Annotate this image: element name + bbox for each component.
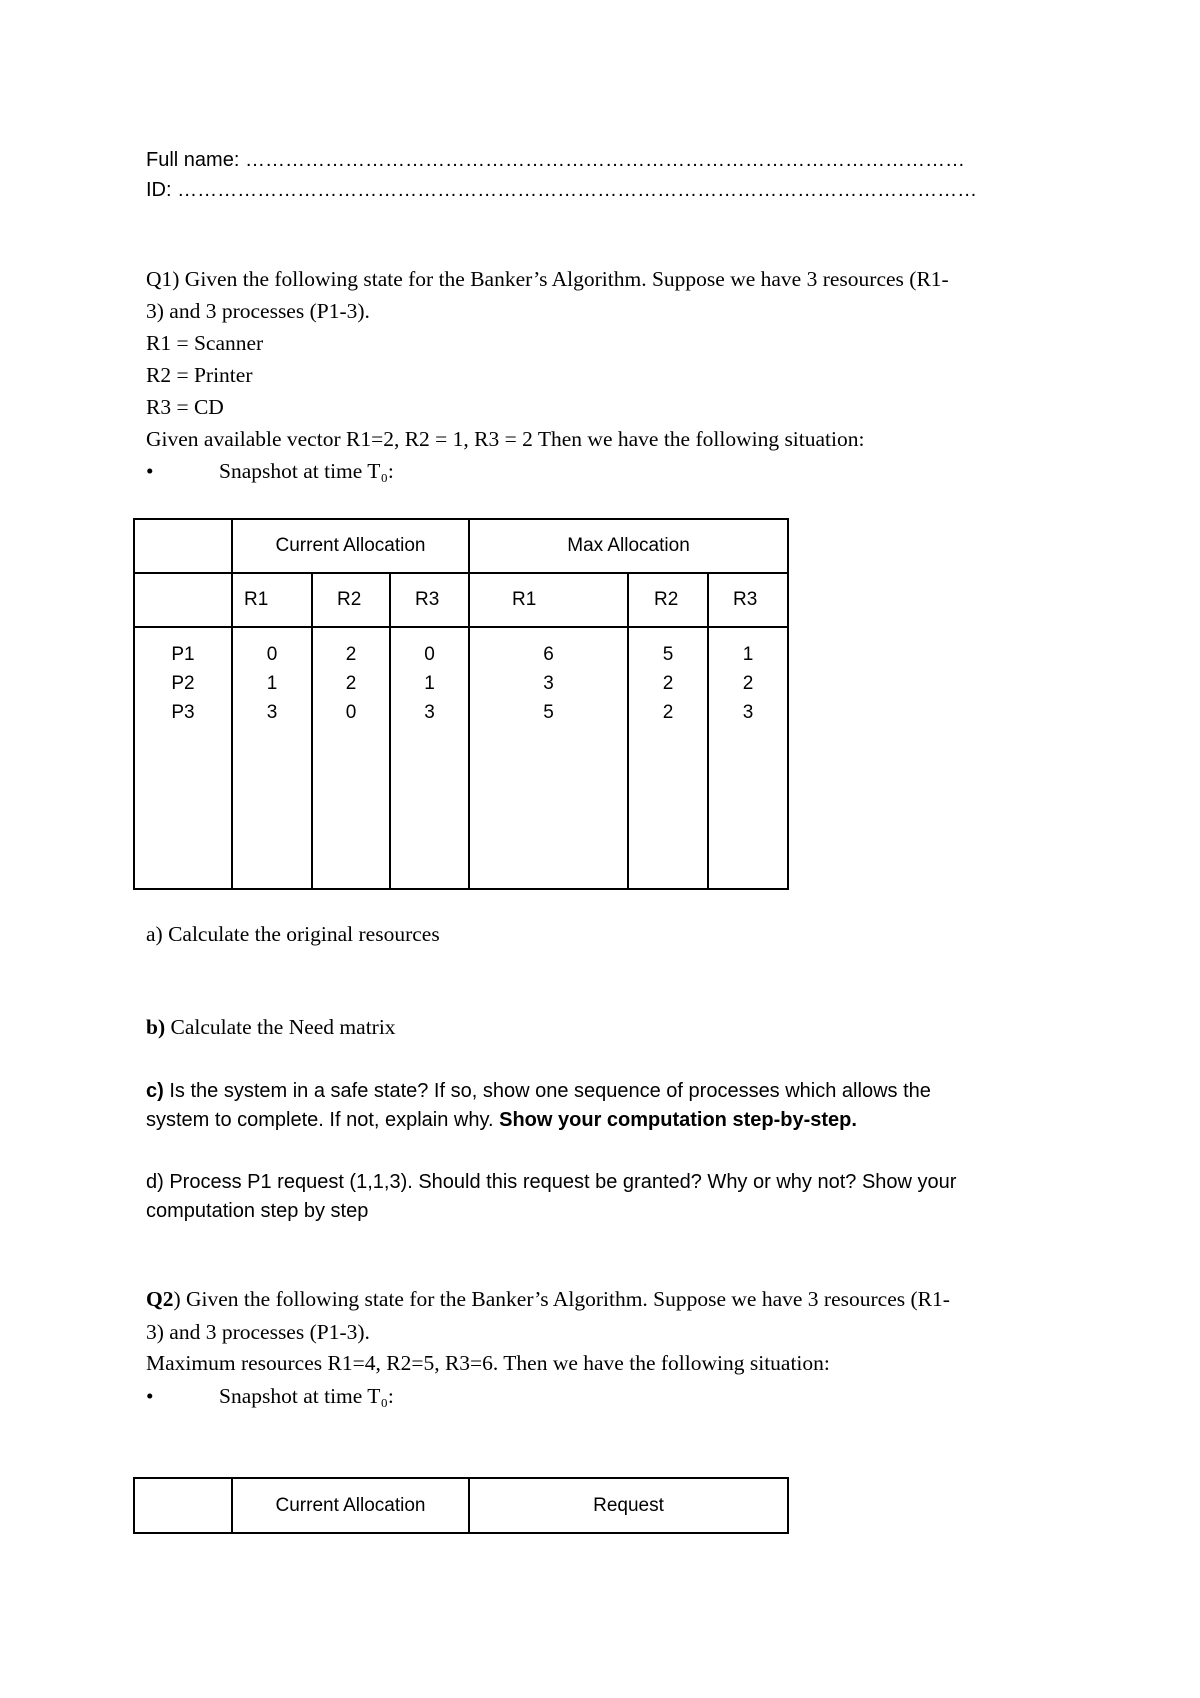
alloc-r2-p1: 2 [345,644,357,665]
max-r2-p3: 2 [662,702,674,723]
part-d-line1: d) Process P1 request (1,1,3). Should this request be granted? Why or why not? Show your [146,1171,957,1193]
alloc-r1-column [232,627,312,889]
alloc-r3-p2: 1 [424,673,435,694]
max-r3-p1: 1 [742,644,754,665]
table-corner-cell [134,519,232,573]
current-allocation-header: Current Allocation [232,519,469,573]
alloc-r3-header: R3 [390,573,469,627]
alloc-r2-p2: 2 [345,673,357,694]
r3-definition: R3 = CD [146,395,224,419]
id-line [146,178,977,202]
q2-label: Q2 [146,1287,174,1311]
max-r1-column [469,627,628,889]
max-r2-header: R2 [628,573,708,627]
part-b-label: b) [146,1015,166,1039]
alloc-r1-p1: 0 [266,644,278,665]
q2-snapshot-bullet: • [146,1384,154,1408]
process-p1: P1 [171,644,195,665]
max-r1-p1: 6 [543,644,554,665]
alloc-r3-column [390,627,469,889]
q2-intro-text: ) Given the following state for the Banker’s Algorithm. Suppose we have 3 resources (R1- [173,1287,950,1311]
alloc-r2-header: R2 [312,573,390,627]
max-r3-header: R3 [708,573,788,627]
full-name-dots: ……………………………………………………………………………………………… [244,149,965,171]
q1-snapshot-bullet: • [146,459,154,483]
q1-intro-line1: Q1) Given the following state for the Banker’s Algorithm. Suppose we have 3 resources (R1- [146,267,949,291]
max-r2-column [628,627,708,889]
alloc-r1-header: R1 [232,573,312,627]
id-label: ID: [146,179,172,201]
part-d-line2: computation step by step [146,1200,369,1222]
part-c-line2 [146,1108,857,1132]
part-a: a) Calculate the original resources [146,922,440,946]
available-vector: Given available vector R1=2, R2 = 1, R3 = 2 Then we have the following situation: [146,427,865,451]
q2-request-header: Request [469,1478,788,1533]
maximum-resources: Maximum resources R1=4, R2=5, R3=6. Then we have the following situation: [146,1351,830,1375]
process-p2: P2 [171,673,195,694]
full-name-label: Full name: [146,149,240,171]
q2-table-corner-cell [134,1478,232,1533]
q2-intro-line1 [146,1283,950,1315]
part-c-text-2: system to complete. If not, explain why. [146,1109,500,1131]
q2-snapshot-label: Snapshot at time T₀: [219,1384,394,1408]
max-r3-p3: 3 [742,702,754,723]
q1-intro-line2: 3) and 3 processes (P1-3). [146,299,370,323]
max-r3-column [708,627,788,889]
max-r3-p2: 2 [742,673,754,694]
r2-definition: R2 = Printer [146,363,253,387]
max-r2-p2: 2 [662,673,674,694]
part-b [146,1011,396,1043]
alloc-r3-p1: 0 [424,644,435,665]
part-c-line1 [146,1079,931,1103]
part-b-text: Calculate the Need matrix [165,1015,396,1039]
alloc-r2-column [312,627,390,889]
subheader-blank-cell [134,573,232,627]
id-dots: ………………………………………………………………………………………………………… [177,179,978,201]
q1-snapshot-label: Snapshot at time T₀: [219,459,394,483]
max-r1-header: R1 [469,573,628,627]
q2-state-table [133,1477,789,1534]
max-allocation-header: Max Allocation [469,519,788,573]
part-c-text-1: Is the system in a safe state? If so, show one sequence of processes which allows the [163,1080,931,1102]
alloc-r2-p3: 0 [345,702,357,723]
max-r2-p1: 5 [662,644,674,665]
part-c-label: c) [146,1080,164,1102]
q1-state-table [133,518,789,890]
alloc-r3-p3: 3 [424,702,435,723]
alloc-r1-p3: 3 [266,702,278,723]
process-column [134,627,232,889]
q2-intro-line2: 3) and 3 processes (P1-3). [146,1320,370,1344]
part-c-bold-instruction: Show your computation step-by-step. [499,1109,857,1131]
alloc-r1-p2: 1 [266,673,278,694]
r1-definition: R1 = Scanner [146,331,264,355]
process-p3: P3 [171,702,195,723]
full-name-line [146,148,965,172]
q2-current-allocation-header: Current Allocation [232,1478,469,1533]
max-r1-p3: 5 [543,702,554,723]
max-r1-p2: 3 [543,673,554,694]
